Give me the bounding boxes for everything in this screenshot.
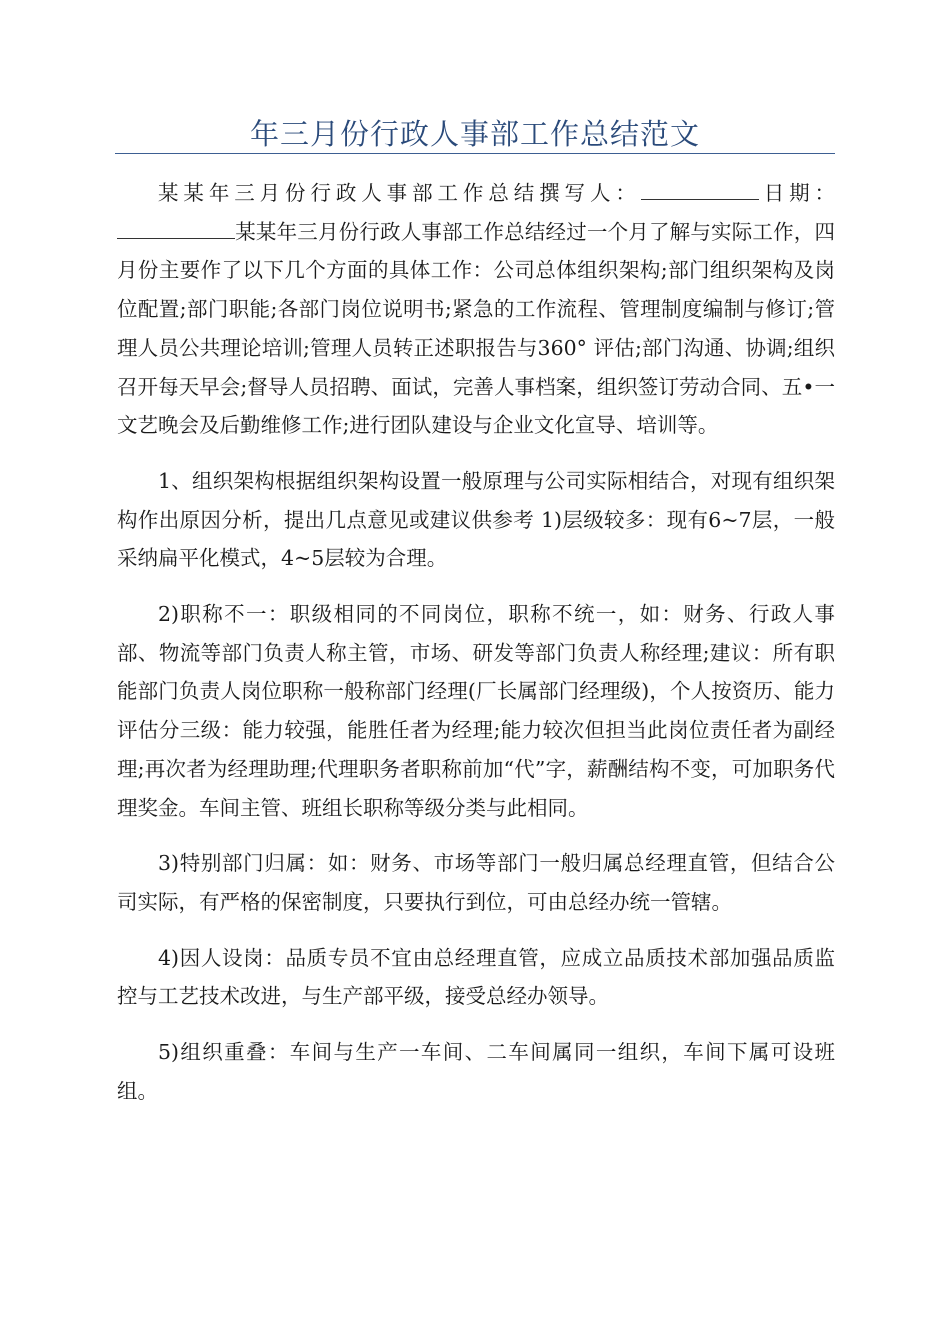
intro-content: 某某年三月份行政人事部工作总结经过一个月了解与实际工作，四月份主要作了以下几个方面的具体工作：公司总体组织架构;部门组织架构及岗位配置;部门职能;各部门岗位说明书;紧急的工作流程、管理制度编制与修订;管理人员公共理论培训;管理人员转正述职报告与360° 评估;部门沟通、协调;组织召开每天早会;督导人员招聘、面试，完善人事档案，组织签订劳动合同、五•一文艺晚会及后勤维修工作;进行团队建设与企业文化宣导、培训等。 [117, 219, 835, 438]
intro-date-label: 日期： [758, 181, 836, 205]
paragraph-1: 1、组织架构根据组织架构设置一般原理与公司实际相结合，对现有组织架构作出原因分析，提出几点意见或建议供参考 1)层级较多：现有6~7层，一般采纳扁平化模式，4~5层较为合理。 [117, 468, 835, 571]
title-underline [115, 153, 835, 154]
intro-paragraph [117, 174, 835, 445]
author-blank [641, 179, 759, 200]
paragraph-2: 2)职称不一：职级相同的不同岗位，职称不统一，如：财务、行政人事部、物流等部门负责人称主管，市场、研发等部门负责人称经理;建议：所有职能部门负责人岗位职称一般称部门经理(厂长属部门经理级)，个人按资历、能力评估分三级：能力较强，能胜任者为经理;能力较次但担当此岗位责任者为副经理;再次者为经理助理;代理职务者职称前加“代”字，薪酬结构不变，可加职务代理奖金。车间主管、班组长职称等级分类与此相同。 [117, 602, 835, 820]
intro-author-label: 某某年三月份行政人事部工作总结撰写人： [158, 181, 641, 205]
paragraph-5: 5)组织重叠：车间与生产一车间、二车间属同一组织，车间下属可设班组。 [117, 1040, 835, 1103]
document-body [117, 174, 835, 1127]
date-blank [117, 218, 235, 239]
paragraph-3: 3)特别部门归属：如：财务、市场等部门一般归属总经理直管，但结合公司实际，有严格的保密制度，只要执行到位，可由总经办统一管辖。 [117, 851, 835, 914]
document-title: 年三月份行政人事部工作总结范文 [249, 117, 700, 151]
paragraph-4: 4)因人设岗：品质专员不宜由总经理直管，应成立品质技术部加强品质监控与工艺技术改进，与生产部平级，接受总经办领导。 [117, 945, 835, 1009]
